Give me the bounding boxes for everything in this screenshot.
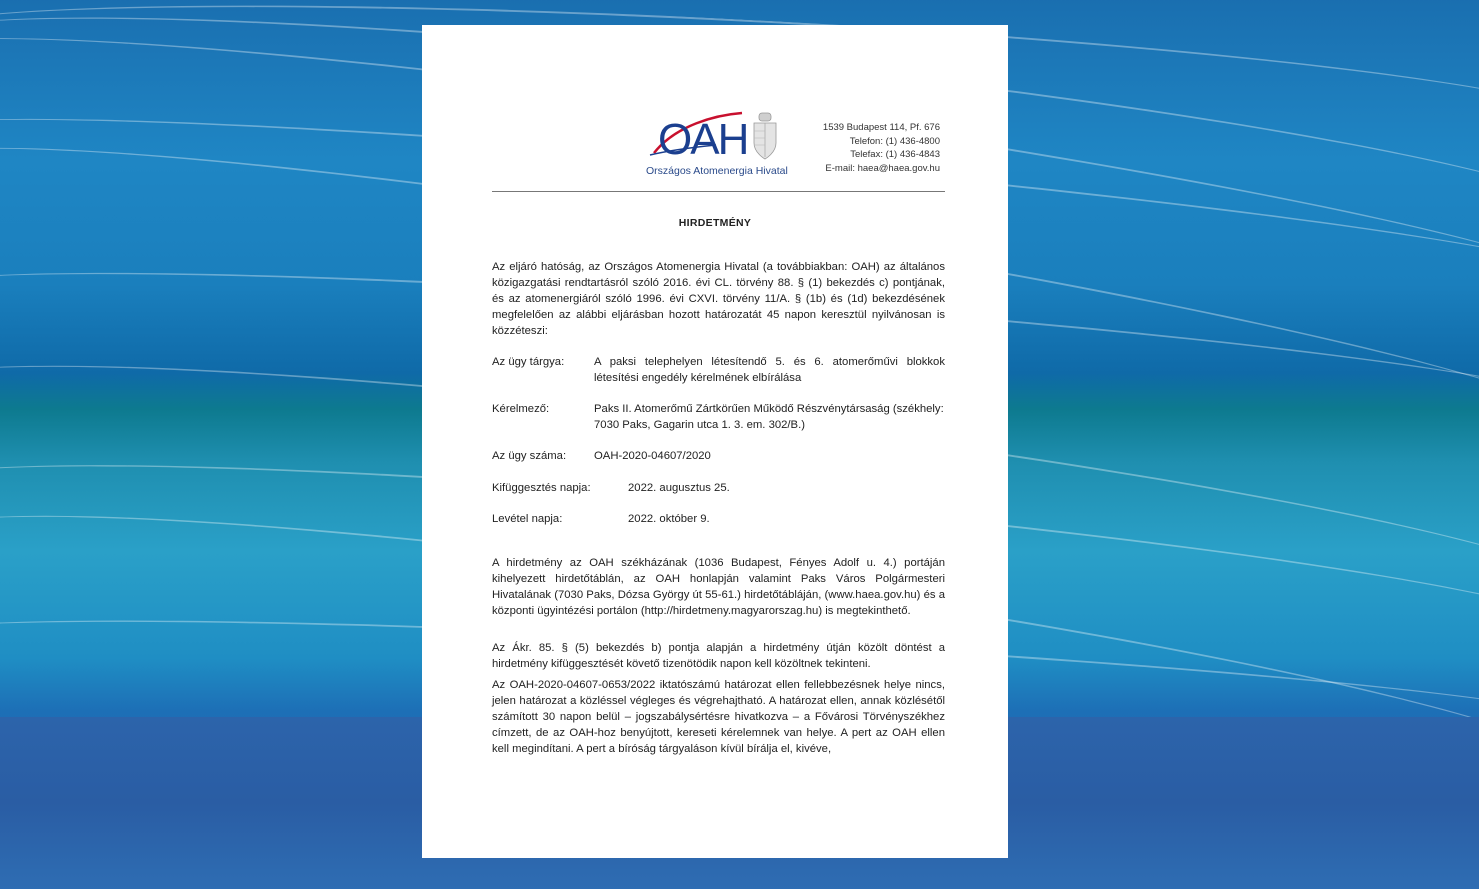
intro-paragraph: Az eljáró hatóság, az Országos Atomenergia Hivatal (a továbbiakban: OAH) az általános közigazgatási rendtartásról szóló 2016. évi CL. törvény 88. § (1) bekezdés c) pontjának, és az atomenergiáról szóló 1996. évi CXVI. törvény 11/A. § (1b) és (1d) bekezdésének megfelelően az alábbi eljárásban hozott határozatát 45 napon keresztül nyilvánosan is közzéteszi: — [492, 261, 945, 337]
field-value: OAH-2020-04607/2020 — [594, 450, 711, 462]
field-value: 2022. október 9. — [628, 513, 710, 525]
header-divider — [492, 191, 945, 192]
field-label: Az ügy tárgya: — [492, 356, 565, 368]
field-applicant — [492, 401, 944, 431]
field-label: Kifüggesztés napja: — [492, 482, 591, 494]
contact-email: E-mail: haea@haea.gov.hu — [825, 162, 940, 174]
document-page — [422, 25, 1008, 858]
field-value: A paksi telephelyen létesítendő 5. és 6. atomerőművi blokkok létesítési engedély kérelmének elbírálása — [594, 356, 945, 384]
field-removal-date — [492, 511, 710, 527]
contact-phone: Telefon: (1) 436-4800 — [849, 135, 940, 147]
field-value: 2022. augusztus 25. — [628, 482, 730, 494]
field-label: Levétel napja: — [492, 513, 563, 525]
contact-address: 1539 Budapest 114, Pf. 676 — [822, 122, 940, 133]
field-value: Paks II. Atomerőmű Zártkörűen Működő Részvénytársaság (székhely: 7030 Paks, Gagarin utca 1. 3. em. 302/B.) — [594, 403, 944, 431]
field-posting-date — [492, 480, 730, 496]
field-label: Kérelmező: — [492, 403, 550, 415]
document-title: HIRDETMÉNY — [678, 217, 752, 229]
contact-block — [823, 121, 940, 175]
contact-fax: Telefax: (1) 436-4843 — [850, 149, 940, 160]
field-subject — [492, 354, 945, 384]
field-case-number — [492, 448, 711, 464]
logo-text: OAH — [658, 115, 748, 164]
coat-of-arms-icon — [750, 111, 780, 161]
paragraph-notice: Az Ákr. 85. § (5) bekezdés b) pontja alapján a hirdetmény útján közölt döntést a hirdetmény kifüggesztését követő tizenötödik napon kell közöltnek tekinteni. — [492, 642, 945, 670]
paragraph-appeal: Az OAH-2020-04607-0653/2022 iktatószámú határozat ellen fellebbezésnek helye nincs, jelen határozat a közléssel végleges és végrehajtható. A határozat ellen, annak közlésétől számított 30 napon belül – jogszabálysértésre hivatkozva – a Fővárosi Törvényszékhez címzett, de az OAH-hoz benyújtott, kereseti kérelemnek van helye. A pert az OAH ellen kell megindítani. A pert a bíróság tárgyaláson kívül bírálja el, kivéve, — [492, 679, 945, 755]
paragraph-publication: A hirdetmény az OAH székházának (1036 Budapest, Fényes Adolf u. 4.) portáján kihelyezett hirdetőtáblán, az OAH honlapján valamint Paks Város Polgármesteri Hivatalának (7030 Paks, Dózsa György út 55-61.) hirdetőtábláján, (www.haea.gov.hu) és a központi ügyintézési portálon (http://hirdetmeny.magyarorszag.hu) is megtekinthető. — [492, 557, 945, 617]
field-label: Az ügy száma: — [492, 450, 567, 462]
org-name: Országos Atomenergia Hivatal — [646, 165, 788, 177]
